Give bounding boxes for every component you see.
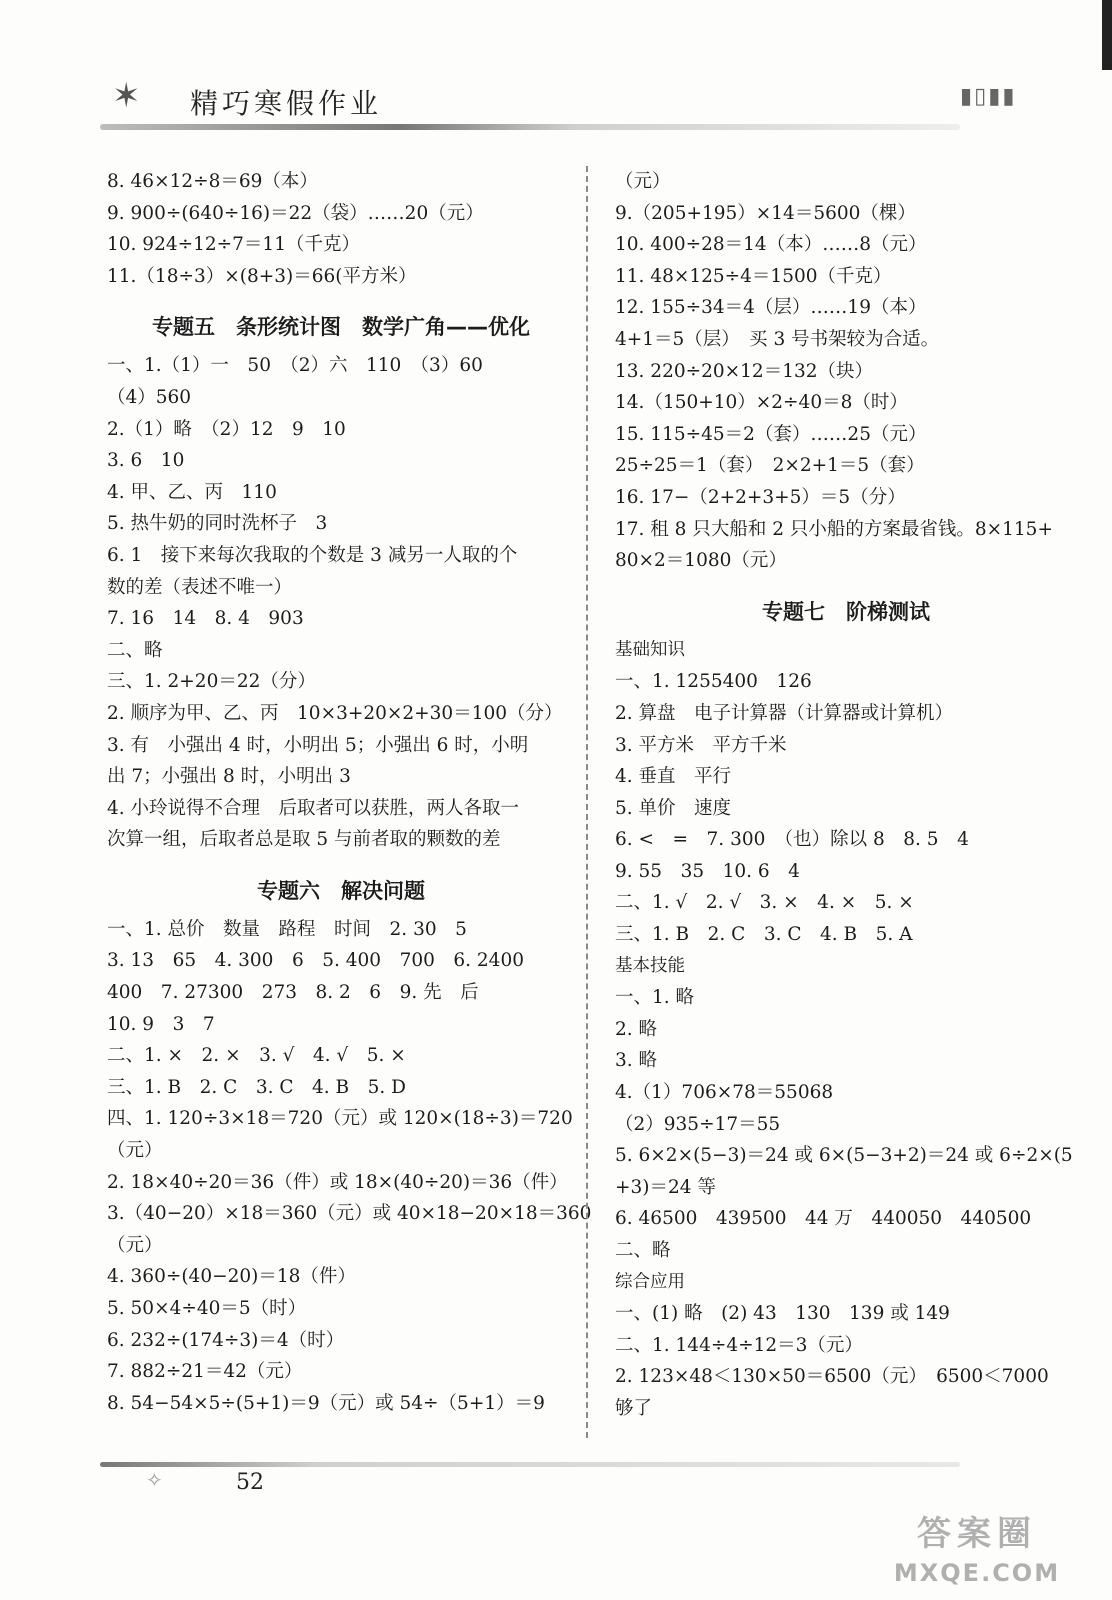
answer-line: 6. 1 接下来每次我取的个数是 3 减另一人取的个 <box>107 544 518 566</box>
answer-line: （元） <box>107 1234 163 1256</box>
answer-line: 3. 13 65 4. 300 6 5. 400 700 6. 2400 <box>107 950 524 972</box>
answer-line: 4. 360÷(40−20)＝18（件） <box>107 1266 356 1288</box>
answer-line: 3. 6 10 <box>107 450 185 472</box>
answer-line: 二、1. √ 2. √ 3. × 4. × 5. × <box>615 892 914 914</box>
subsection-label: 基本技能 <box>615 955 685 976</box>
star-icon: ✶ <box>112 76 141 116</box>
answer-line: 11.（18÷3）×(8+3)＝66(平方米） <box>107 265 417 287</box>
answer-line: 一、1.（1）一 50 （2）六 110 （3）60 <box>107 355 483 377</box>
subsection-label: 综合应用 <box>615 1271 685 1292</box>
answer-line: 二、1. × 2. × 3. √ 4. √ 5. × <box>107 1045 406 1067</box>
answer-line: 5. 50×4÷40＝5（时） <box>107 1298 307 1319</box>
answer-line: 4. 甲、乙、丙 110 <box>107 481 277 503</box>
left-column <box>107 166 592 1419</box>
answer-line: 三、1. B 2. C 3. C 4. B 5. D <box>107 1076 406 1098</box>
answer-line: 二、1. 144÷4÷12＝3（元） <box>615 1334 863 1356</box>
answer-line: 9. 55 35 10. 6 4 <box>615 860 800 882</box>
answer-line: 4+1＝5（层） 买 3 号书架较为合适。 <box>615 328 940 350</box>
answer-line: 6. 232÷(174÷3)＝4（时） <box>107 1329 345 1351</box>
answer-line: 5. 单价 速度 <box>615 797 732 819</box>
answer-line: 2. 略 <box>615 1018 658 1040</box>
answer-line: （元） <box>615 171 671 192</box>
answer-line: 5. 6×2×(5−3)＝24 或 6×(5−3+2)＝24 或 6÷2×(5 <box>615 1145 1073 1167</box>
answer-line: 3. 略 <box>615 1050 658 1072</box>
section-heading: 专题七 阶梯测试 <box>762 599 930 624</box>
answer-line: 15. 115÷45＝2（套）……25（元） <box>615 423 927 445</box>
answer-line: 2. 18×40÷20＝36（件）或 18×(40÷20)＝36（件） <box>107 1171 568 1193</box>
watermark-line1: 答案圈 <box>917 1514 1037 1554</box>
answer-line: （2）935÷17＝55 <box>615 1113 781 1135</box>
answer-line: 次算一组，后取者总是取 5 与前者取的颗数的差 <box>107 829 501 851</box>
answer-line: 7. 882÷21＝42（元） <box>107 1361 303 1383</box>
answer-line: 7. 16 14 8. 4 903 <box>107 608 304 630</box>
answer-line: 5. 热牛奶的同时洗杯子 3 <box>107 513 328 535</box>
answer-line: （元） <box>107 1140 163 1162</box>
books-icon: ▮▯▮▮ <box>960 84 1017 109</box>
page-number: 52 <box>236 1470 264 1495</box>
answer-line: 二、略 <box>615 1240 671 1261</box>
answer-line: 17. 租 8 只大船和 2 只小船的方案最省钱。8×115+ <box>615 518 1053 540</box>
answer-line: 3. 有 小强出 4 时，小明出 5；小强出 6 时，小明 <box>107 734 529 756</box>
answer-line: 一、(1) 略 (2) 43 130 139 或 149 <box>615 1303 950 1325</box>
answer-line: 25÷25＝1（套） 2×2+1＝5（套） <box>615 455 925 477</box>
answer-line: 4. 垂直 平行 <box>615 766 732 788</box>
answer-line: 400 7. 27300 273 8. 2 6 9. 先 后 <box>107 982 479 1004</box>
answer-line: 3.（40−20）×18＝360（元）或 40×18−20×18＝360 <box>107 1203 592 1225</box>
footer-rule <box>100 1462 960 1467</box>
answer-line: 数的差（表述不唯一） <box>107 576 293 598</box>
answer-line: 出 7；小强出 8 时，小明出 3 <box>107 766 351 788</box>
star-icon: ✧ <box>146 1468 163 1492</box>
answer-line: 10. 924÷12÷7＝11（千克） <box>107 234 360 256</box>
answer-line: 10. 9 3 7 <box>107 1013 215 1035</box>
answer-line: 14.（150+10）×2÷40＝8（时） <box>615 392 908 414</box>
answer-line: 三、1. 2+20＝22（分） <box>107 671 316 693</box>
watermark <box>852 1512 1102 1596</box>
subsection-label: 基础知识 <box>615 639 685 660</box>
answer-line: 3. 平方米 平方千米 <box>615 734 787 756</box>
answer-line: 8. 46×12÷8＝69（本） <box>107 171 318 192</box>
answer-line: 4.（1）706×78＝55068 <box>615 1082 834 1104</box>
answer-line: 四、1. 120÷3×18＝720（元）或 120×(18÷3)＝720 <box>107 1108 573 1130</box>
answer-line: +3)＝24 等 <box>615 1176 716 1198</box>
answer-line: 2. 123×48＜130×50＝6500（元） 6500＜7000 <box>615 1366 1049 1388</box>
answer-line: 一、1. 1255400 126 <box>615 671 812 693</box>
answer-line: 11. 48×125÷4＝1500（千克） <box>615 265 892 287</box>
section-heading: 专题六 解决问题 <box>257 878 425 903</box>
answer-line: 12. 155÷34＝4（层）……19（本） <box>615 297 927 319</box>
answer-line: 2.（1）略 （2）12 9 10 <box>107 418 346 440</box>
answer-line: 一、1. 总价 数量 路程 时间 2. 30 5 <box>107 918 467 940</box>
page-footer <box>100 1440 980 1500</box>
answer-line: 9.（205+195）×14＝5600（棵） <box>615 202 916 224</box>
header-title: 精巧寒假作业 <box>190 87 383 120</box>
section-heading: 专题五 条形统计图 数学广角——优化 <box>152 315 530 340</box>
answer-line: 16. 17−（2+2+3+5）＝5（分） <box>615 486 906 508</box>
answer-line: 一、1. 略 <box>615 987 695 1009</box>
page-edge-mark <box>1102 0 1112 70</box>
answer-line: 6. 46500 439500 44 万 440050 440500 <box>615 1208 1032 1230</box>
answer-line: 2. 算盘 电子计算器（计算器或计算机） <box>615 702 954 724</box>
right-column <box>615 166 1077 1425</box>
header-rule <box>100 124 960 130</box>
answer-line: 6. < = 7. 300 （也）除以 8 8. 5 4 <box>615 829 969 851</box>
answer-line: 4. 小玲说得不合理 后取者可以获胜，两人各取一 <box>107 797 520 819</box>
answer-line: 二、略 <box>107 639 163 661</box>
answer-line: 13. 220÷20×12＝132（块） <box>615 360 874 382</box>
answer-line: 10. 400÷28＝14（本）……8（元） <box>615 234 927 256</box>
column-divider <box>586 166 588 1438</box>
watermark-line2: MXQE.COM <box>893 1559 1061 1587</box>
answer-line: 2. 顺序为甲、乙、丙 10×3+20×2+30＝100（分） <box>107 702 563 724</box>
answer-line: 8. 54−54×5÷(5+1)＝9（元）或 54÷（5+1）＝9 <box>107 1392 545 1414</box>
answer-line: 80×2＝1080（元） <box>615 550 787 572</box>
answer-line: （4）560 <box>107 386 192 408</box>
answer-line: 三、1. B 2. C 3. C 4. B 5. A <box>615 924 913 946</box>
answer-line: 9. 900÷(640÷16)＝22（袋）……20（元） <box>107 202 484 224</box>
answer-line: 够了 <box>615 1397 653 1419</box>
page-header <box>100 72 1017 132</box>
